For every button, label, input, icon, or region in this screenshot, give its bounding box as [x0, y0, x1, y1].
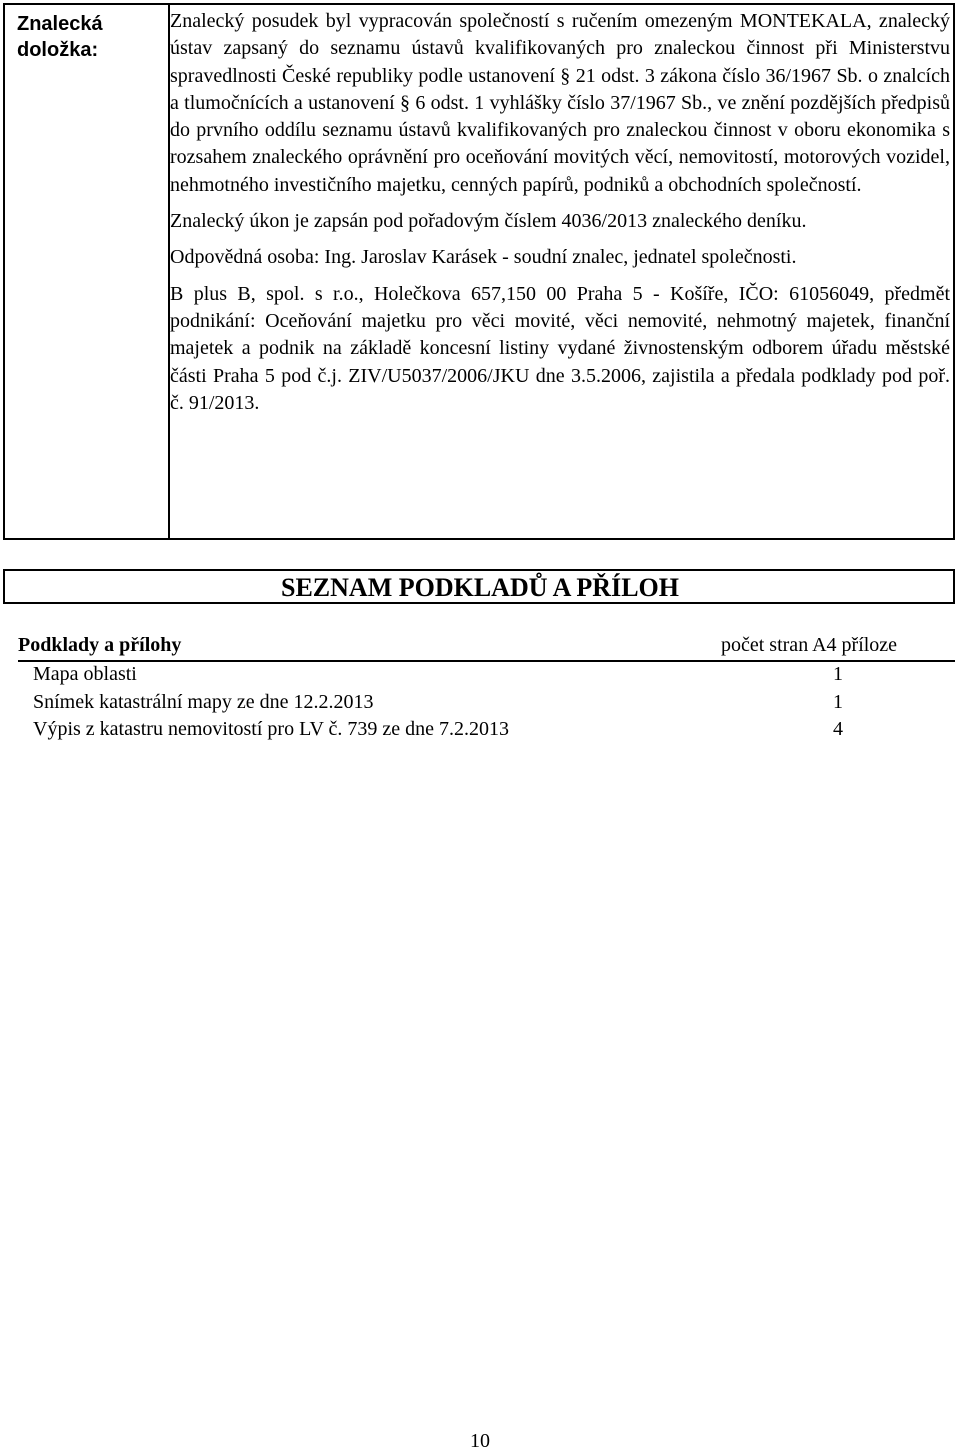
expert-clause-text — [170, 8, 953, 417]
attachment-page-count: 1 — [833, 690, 843, 713]
table-row — [33, 661, 873, 689]
attachment-name: Výpis z katastru nemovitostí pro LV č. 739 ze dne 7.2.2013 — [33, 718, 510, 740]
attachments-header-page-count: počet stran A4 příloze — [721, 634, 898, 656]
clause-paragraph-responsible-person: Odpovědná osoba: Ing. Jaroslav Karásek - soudní znalec, jednatel společnosti. — [170, 246, 797, 269]
attachments-table — [33, 661, 873, 744]
page-number: 10 — [470, 1430, 490, 1452]
expert-clause-label: Znalecká doložka: — [17, 13, 103, 61]
table-row — [33, 716, 873, 744]
attachment-page-count: 1 — [833, 663, 843, 685]
section-title: SEZNAM PODKLADŮ A PŘÍLOH — [281, 573, 679, 602]
attachment-name: Mapa oblasti — [33, 663, 137, 685]
attachment-name: Snímek katastrální mapy ze dne 12.2.2013 — [33, 690, 374, 713]
attachment-page-count: 4 — [833, 718, 843, 740]
attachments-header-label: Podklady a přílohy — [18, 634, 182, 656]
clause-paragraph-institute: Znalecký posudek byl vypracován společností s ručením omezeným MONTEKALA, znalecký ústav zapsaný do seznamu ústavů kvalifikovaných pro znaleckou činnost při Ministerstvu spravedlnosti České republiky podle ustanovení § 21 odst. 3 zákona číslo 36/1967 Sb. o znalcích a tlumočnících a ustanovení § 6 odst. 1 vyhlášky číslo 37/1967 Sb., ve znění pozdějších předpisů do prvního oddílu seznamu ústavů kvalifikovaných pro znaleckou činnost v oboru ekonomika s rozsahem znaleckého oprávnění pro oceňování movitých věcí, nemovitostí, motorových vozidel, nehmotného investičního majetku, cenných papírů, podniků a obchodních společností. — [170, 10, 950, 196]
expert-clause-box — [3, 3, 955, 540]
clause-paragraph-company: B plus B, spol. s r.o., Holečkova 657,150 00 Praha 5 - Košíře, IČO: 61056049, předmět podnikání: Oceňování majetku pro věci movité, věci nemovité, nehmotný majetek, finanční majetek a podnik na základě koncesní listiny vydané živnostenským odborem úřadu městské části Praha 5 pod č.j. ZIV/U5037/2006/JKU dne 3.5.2006, zajistila a předala podklady pod poř. č. 91/2013. — [170, 282, 950, 414]
table-row — [33, 689, 873, 717]
attachments-header — [18, 632, 955, 662]
clause-paragraph-record: Znalecký úkon je zapsán pod pořadovým číslem 4036/2013 znaleckého deníku. — [170, 210, 807, 233]
